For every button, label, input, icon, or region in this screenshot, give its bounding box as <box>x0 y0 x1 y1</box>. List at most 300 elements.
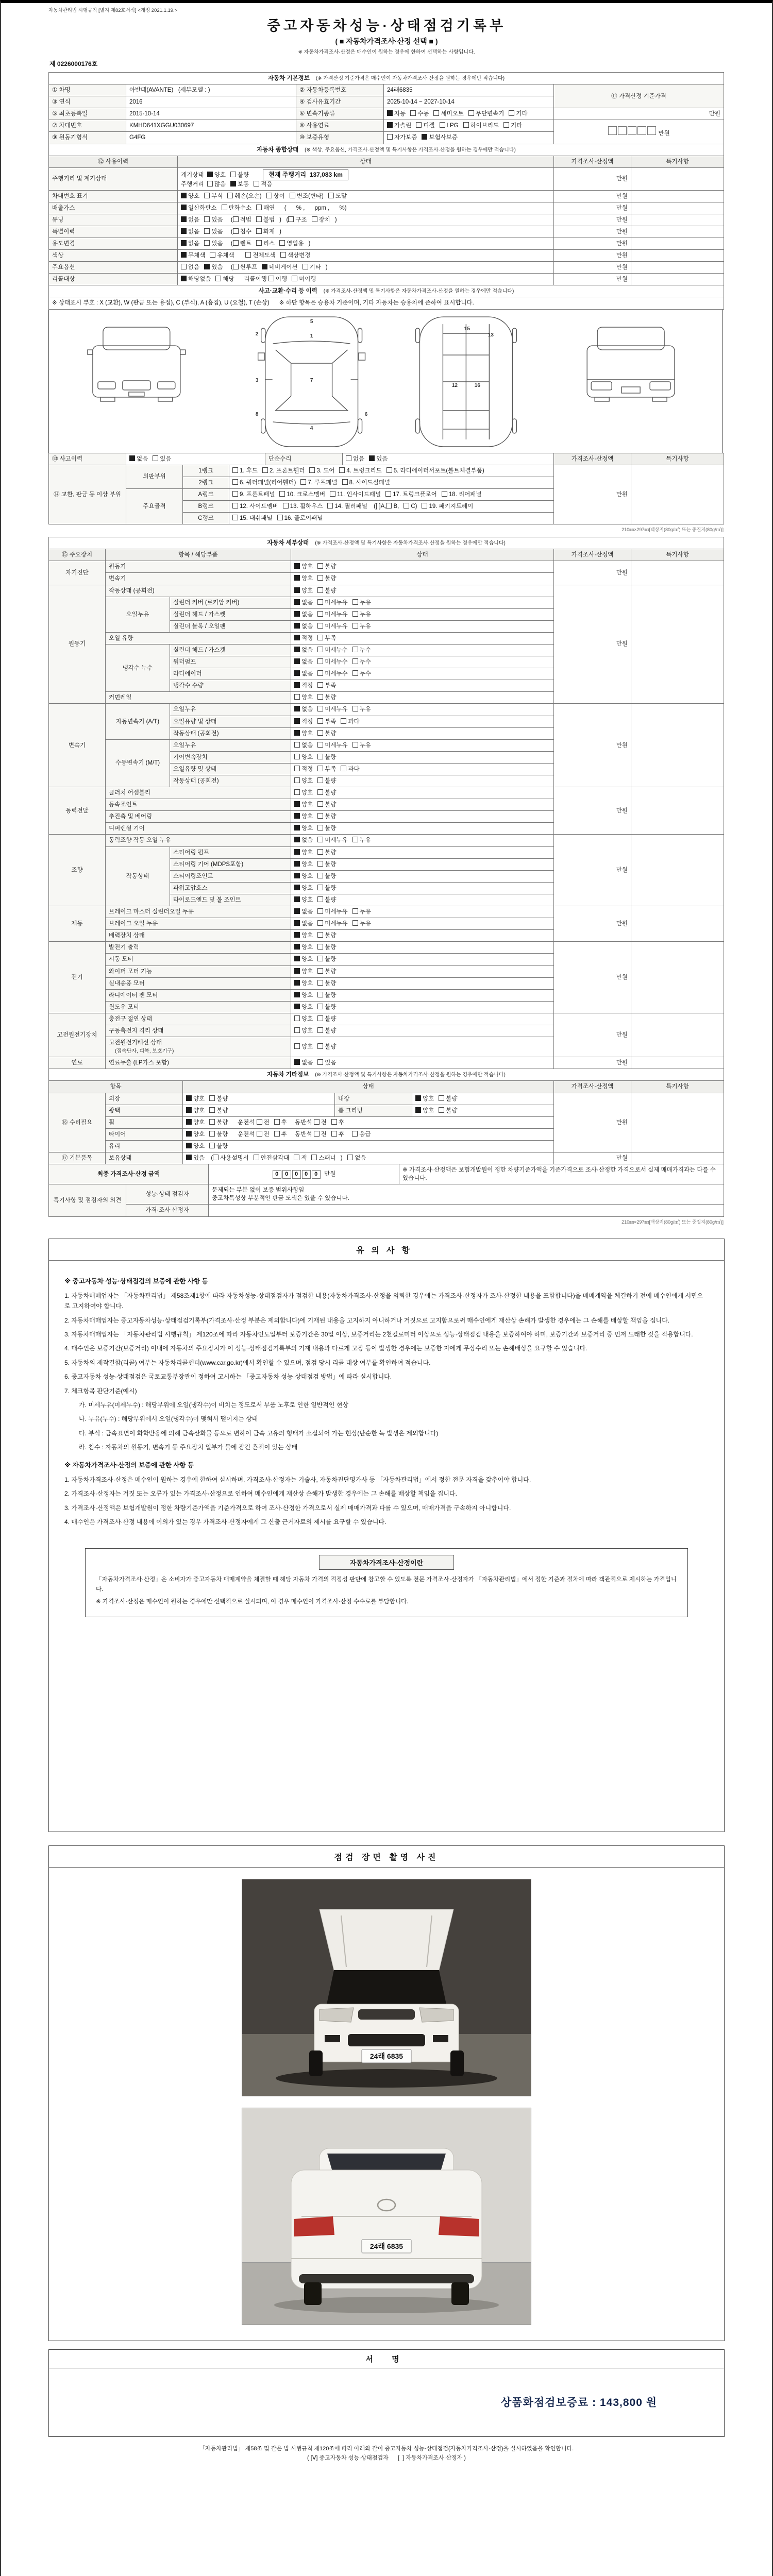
checkbox-unchecked[interactable]: 미세누수 <box>317 671 347 677</box>
form-cell <box>49 1013 106 1057</box>
unchecked-box-icon <box>317 611 323 617</box>
unchecked-box-icon <box>256 205 262 210</box>
checkbox-checked[interactable]: 양호 <box>294 802 313 808</box>
text: ⑤ 최초등록일 <box>52 111 88 117</box>
checkbox-unchecked[interactable]: 4. 트렁크리드 <box>339 468 381 474</box>
signature-title: 서 명 <box>49 2350 724 2368</box>
checkbox-unchecked[interactable]: 18. 리어패널 <box>442 492 482 498</box>
checkbox-unchecked[interactable]: 무단변속기 <box>468 111 505 117</box>
unchecked-box-icon <box>209 1119 215 1125</box>
checkbox-unchecked[interactable]: 미세누유 <box>317 921 347 927</box>
table-row <box>49 787 724 799</box>
checkbox-checked[interactable]: 양호 <box>181 193 199 199</box>
footer-line-2: ( [Ⅴ] 중고자동차 성능·상태점검자 [ ] 자동차가격조사·산정자 ) <box>307 2455 466 2462</box>
checkbox-unchecked[interactable]: 색상변경 <box>280 252 310 259</box>
checkbox-unchecked[interactable]: 10. 크로스멤버 <box>279 492 325 498</box>
checkbox-checked[interactable]: 보험사보증 <box>422 134 458 141</box>
checkbox-unchecked[interactable]: 양호 <box>294 1016 313 1022</box>
checkbox-checked[interactable]: 양호 <box>294 588 313 594</box>
checkbox-unchecked[interactable]: 전 <box>314 1120 327 1126</box>
checkbox-unchecked[interactable]: 14. 필러패널 <box>327 503 367 510</box>
checkbox-checked[interactable]: 양호 <box>207 172 226 178</box>
checkbox-unchecked[interactable]: 스패너 <box>311 1155 335 1161</box>
checkbox-unchecked[interactable]: 불량 <box>209 1131 228 1138</box>
text: 작동상태 <box>126 873 149 879</box>
checkbox-checked[interactable]: 양호 <box>186 1131 205 1138</box>
text: 주요골격 <box>143 503 166 510</box>
checkbox-unchecked[interactable]: 16. 플로어패널 <box>277 515 323 521</box>
checkbox-unchecked[interactable]: 불량 <box>317 850 336 856</box>
unchecked-box-icon <box>233 264 239 269</box>
checkbox-unchecked[interactable]: 도말 <box>328 193 347 199</box>
checkbox-unchecked[interactable]: 누수 <box>352 671 371 677</box>
form-cell <box>106 561 291 573</box>
checkbox-unchecked[interactable]: 없음 <box>294 742 313 749</box>
checkbox-checked[interactable]: 양호 <box>294 731 313 737</box>
checkbox-unchecked[interactable]: 구조 <box>288 217 307 223</box>
text: G4FG <box>129 134 146 141</box>
checkbox-checked[interactable]: 양호 <box>294 1004 313 1010</box>
checkbox-unchecked[interactable]: LPG <box>440 123 459 129</box>
form-cell <box>126 453 265 465</box>
checkbox-unchecked[interactable]: 있음 <box>204 217 223 223</box>
checkbox-unchecked[interactable]: 후 <box>274 1131 287 1138</box>
checkbox-unchecked[interactable]: 전체도색 <box>245 252 275 259</box>
checkbox-checked[interactable]: 없음 <box>294 921 313 927</box>
form-cell <box>106 585 291 597</box>
checkbox-unchecked[interactable]: 자가보증 <box>387 134 417 141</box>
diagram-number: 15 <box>464 326 470 332</box>
checkbox-unchecked[interactable]: 부족 <box>317 766 336 772</box>
checkbox-unchecked[interactable]: 누유 <box>352 742 371 749</box>
checkbox-unchecked[interactable]: 누유 <box>352 612 371 618</box>
checkbox-unchecked[interactable]: 불량 <box>209 1143 228 1149</box>
checkbox-unchecked[interactable]: 불량 <box>317 873 336 879</box>
checked-box-icon <box>186 1155 192 1160</box>
checkbox-unchecked[interactable]: 미세누유 <box>317 909 347 915</box>
diagram-underbody-view <box>415 317 516 447</box>
checkbox-unchecked[interactable]: 전 <box>314 1131 327 1138</box>
checkbox-unchecked[interactable]: 전 <box>257 1131 270 1138</box>
checkbox-unchecked[interactable]: 불량 <box>317 790 336 796</box>
checkbox-unchecked[interactable]: 디젤 <box>416 123 434 129</box>
checkbox-unchecked[interactable]: 탄화수소 <box>222 205 251 211</box>
checkbox-unchecked[interactable]: 불량 <box>317 1044 336 1050</box>
checkbox-checked[interactable]: 무채색 <box>181 252 205 259</box>
checkbox-unchecked[interactable]: 훼손(오손) <box>227 193 261 199</box>
checkbox-unchecked[interactable]: 매연 <box>256 205 275 211</box>
checkbox-unchecked[interactable]: 잭 <box>294 1155 307 1161</box>
unchecked-box-icon <box>294 1027 300 1033</box>
checkbox-unchecked[interactable]: 기타 <box>503 123 522 129</box>
checkbox-unchecked[interactable]: 불량 <box>317 802 336 808</box>
checkbox-unchecked[interactable]: 많음 <box>207 181 226 188</box>
checkbox-checked[interactable]: 있음 <box>204 264 223 270</box>
form-cell <box>343 453 554 465</box>
form-cell <box>631 465 724 524</box>
checkbox-checked[interactable]: 양호 <box>294 850 313 856</box>
form-cell <box>291 549 554 561</box>
signature-body <box>49 2368 724 2436</box>
form-cell <box>631 190 724 202</box>
checkbox-unchecked[interactable]: 기타 <box>303 264 321 270</box>
text: 가격·조사 산정자 <box>145 1207 189 1214</box>
table-row <box>49 226 724 238</box>
checkbox-unchecked[interactable]: 3. 도어 <box>309 468 334 474</box>
checkbox-checked[interactable]: 없음 <box>294 671 313 677</box>
form-cell <box>126 465 183 488</box>
checked-box-icon <box>294 1059 300 1065</box>
table-row <box>49 297 724 309</box>
checkbox-unchecked[interactable]: 미세누수 <box>317 647 347 653</box>
checkbox-unchecked[interactable]: 6. 쿼터패널(리어휀더) <box>232 480 296 486</box>
checkbox-unchecked[interactable]: 불량 <box>209 1120 228 1126</box>
checkbox-checked[interactable]: 양호 <box>415 1096 434 1102</box>
checkbox-unchecked[interactable]: 불량 <box>317 731 336 737</box>
checkbox-checked[interactable]: 가솔린 <box>387 123 411 129</box>
checkbox-checked[interactable]: 해당없음 <box>181 276 211 282</box>
form-cell <box>106 965 291 977</box>
text: 오일유량 및 상태 <box>173 766 217 772</box>
form-cell <box>170 704 291 716</box>
checkbox-checked[interactable]: 양호 <box>294 933 313 939</box>
checkbox-unchecked[interactable]: 있음 <box>153 456 171 462</box>
checkbox-checked[interactable]: 없음 <box>129 456 148 462</box>
checkbox-unchecked[interactable]: 13. 휠하우스 <box>283 503 323 510</box>
checked-box-icon <box>294 611 300 617</box>
checkbox-unchecked[interactable]: 불량 <box>317 778 336 784</box>
checkbox-checked[interactable]: 양호 <box>186 1120 205 1126</box>
checkbox-unchecked[interactable]: 불량 <box>209 1108 228 1114</box>
checkbox-checked[interactable]: 양호 <box>186 1143 205 1149</box>
table-row <box>49 1081 724 1093</box>
form-cell <box>412 1105 554 1116</box>
checked-box-icon <box>294 647 300 652</box>
unchecked-box-icon <box>210 252 215 258</box>
checkbox-checked[interactable]: 양호 <box>294 873 313 879</box>
digit-box <box>628 126 636 135</box>
form-cell <box>554 453 631 465</box>
checkbox-unchecked[interactable]: 불법 <box>256 217 275 223</box>
checked-box-icon <box>181 205 187 210</box>
checkbox-checked[interactable]: 보통 <box>230 181 249 188</box>
checkbox-unchecked[interactable]: 적정 <box>294 766 313 772</box>
checkbox-checked[interactable]: 일산화탄소 <box>181 205 217 211</box>
checkbox-checked[interactable]: 양호 <box>294 575 313 582</box>
checkbox-unchecked[interactable]: 양호 <box>294 694 313 701</box>
checkbox-checked[interactable]: 양호 <box>294 980 313 987</box>
checkbox-checked[interactable]: 없음 <box>181 217 199 223</box>
unchecked-box-icon <box>294 694 300 700</box>
checkbox-unchecked[interactable]: 누유 <box>352 600 371 606</box>
checkbox-unchecked[interactable]: 누수 <box>352 647 371 653</box>
checkbox-unchecked[interactable]: 전 <box>257 1120 270 1126</box>
checkbox-unchecked[interactable]: 누유 <box>352 706 371 713</box>
text: A랭크 <box>198 491 214 498</box>
text: 실린더 커버 (로커암 커버) <box>173 599 240 606</box>
checkbox-unchecked[interactable]: 적법 <box>233 217 251 223</box>
checkbox-unchecked[interactable]: 양호 <box>294 778 313 784</box>
table-row <box>49 1093 724 1105</box>
form-cell <box>106 977 291 989</box>
checkbox-unchecked[interactable]: 불량 <box>317 944 336 951</box>
form-cell <box>49 96 126 108</box>
form-cell <box>554 84 724 108</box>
unchecked-box-icon <box>317 766 323 771</box>
checkbox-unchecked[interactable]: 불량 <box>317 588 336 594</box>
checkbox-unchecked[interactable]: 누유 <box>352 837 371 843</box>
checkbox-checked[interactable]: 있음 <box>369 456 388 462</box>
checkbox-unchecked[interactable]: 안전삼각대 <box>254 1155 290 1161</box>
checked-box-icon <box>415 1107 421 1113</box>
form-cell <box>554 942 631 1013</box>
checkbox-unchecked[interactable]: 세미오토 <box>433 111 463 117</box>
form-cell <box>291 716 554 727</box>
form-cell <box>183 1153 554 1164</box>
checkbox-unchecked[interactable]: 불량 <box>317 956 336 962</box>
checkbox-checked[interactable]: 없음 <box>294 1060 313 1066</box>
checkbox-unchecked[interactable]: 5. 라디에이터서포트(볼트체결부품) <box>386 468 484 474</box>
checkbox-unchecked[interactable]: 장치 <box>312 217 330 223</box>
unchecked-box-icon <box>274 1131 280 1137</box>
checkbox-unchecked[interactable]: 미세누유 <box>317 706 347 713</box>
checkbox-unchecked[interactable]: 11. 인사이드패널 <box>330 492 381 498</box>
checked-box-icon <box>294 575 300 581</box>
checked-box-icon <box>207 172 213 177</box>
checkbox-unchecked[interactable]: 기타 <box>509 111 527 117</box>
checkbox-checked[interactable]: 없음 <box>294 909 313 915</box>
accident-history-header <box>48 285 724 309</box>
checkbox-unchecked[interactable]: 침수 <box>233 229 251 235</box>
checkbox-unchecked[interactable]: 불량 <box>317 564 336 570</box>
checkbox-checked[interactable]: 네비게이션 <box>262 264 298 270</box>
checkbox-unchecked[interactable]: 불량 <box>439 1096 457 1102</box>
checkbox-unchecked[interactable]: 사용설명서 <box>213 1155 249 1161</box>
unchecked-box-icon <box>509 110 514 116</box>
checkbox-unchecked[interactable]: 양호 <box>294 754 313 760</box>
checkbox-checked[interactable]: 양호 <box>294 814 313 820</box>
checked-box-icon <box>294 635 300 640</box>
checkbox-checked[interactable]: 없음 <box>294 647 313 653</box>
checkbox-unchecked[interactable]: 없음 <box>346 456 364 462</box>
checkbox-unchecked[interactable]: B, <box>386 503 399 510</box>
checkbox-unchecked[interactable]: 8. 사이드실패널 <box>342 480 390 486</box>
form-cell <box>631 549 724 561</box>
form-cell <box>170 608 291 620</box>
checkbox-unchecked[interactable]: 미세누유 <box>317 600 347 606</box>
checkbox-unchecked[interactable]: 불량 <box>317 992 336 998</box>
checkbox-checked[interactable]: 양호 <box>294 992 313 998</box>
text: ⑮ 주요장치 <box>61 552 93 558</box>
checkbox-unchecked[interactable]: 17. 트렁크플로어 <box>385 492 437 498</box>
checkbox-checked[interactable]: 없음 <box>181 229 199 235</box>
checkbox-unchecked[interactable]: 영업용 <box>279 241 304 247</box>
text: 내장 <box>338 1095 350 1102</box>
unchecked-box-icon <box>288 216 294 222</box>
checkbox-unchecked[interactable]: 불량 <box>317 861 336 868</box>
checkbox-unchecked[interactable]: 유채색 <box>210 252 234 259</box>
checkbox-unchecked[interactable]: 미이행 <box>292 276 316 282</box>
checkbox-unchecked[interactable]: 미세누유 <box>317 837 347 843</box>
unchecked-box-icon <box>314 1131 320 1137</box>
text: 워터펌프 <box>173 659 196 666</box>
checkbox-checked[interactable]: 양호 <box>294 969 313 975</box>
checkbox-unchecked[interactable]: 불량 <box>439 1108 457 1114</box>
checkbox-checked[interactable]: 양호 <box>294 897 313 903</box>
checkbox-unchecked[interactable]: 후 <box>274 1120 287 1126</box>
checkbox-unchecked[interactable]: 2. 프론트휀더 <box>262 468 305 474</box>
checkbox-unchecked[interactable]: 렌트 <box>233 241 251 247</box>
checkbox-unchecked[interactable]: 부족 <box>317 635 336 641</box>
text: 2016 <box>129 99 143 106</box>
checkbox-unchecked[interactable]: 불량 <box>317 825 336 832</box>
checkbox-unchecked[interactable]: 불량 <box>317 969 336 975</box>
unchecked-box-icon <box>303 264 308 269</box>
checkbox-checked[interactable]: 없음 <box>294 600 313 606</box>
checkbox-checked[interactable]: 없음 <box>181 241 199 247</box>
etc-mount <box>48 1069 725 1164</box>
unchecked-box-icon <box>232 491 238 497</box>
checkbox-unchecked[interactable]: 미세누유 <box>317 742 347 749</box>
unchecked-box-icon <box>232 515 238 520</box>
checkbox-unchecked[interactable]: 있음 <box>204 241 223 247</box>
checkbox-unchecked[interactable]: 누유 <box>352 623 371 630</box>
checkbox-checked[interactable]: 양호 <box>415 1108 434 1114</box>
checkbox-unchecked[interactable]: 적음 <box>254 181 272 188</box>
checkbox-checked[interactable]: 양호 <box>294 956 313 962</box>
checkbox-unchecked[interactable]: 하이브리드 <box>463 123 499 129</box>
checkbox-checked[interactable]: 없음 <box>294 706 313 713</box>
checkbox-unchecked[interactable]: 과다 <box>341 766 359 772</box>
checkbox-unchecked[interactable]: 양호 <box>294 1044 313 1050</box>
checkbox-unchecked[interactable]: 불량 <box>317 897 336 903</box>
checkbox-unchecked[interactable]: 불량 <box>317 980 336 987</box>
checkbox-unchecked[interactable]: 불량 <box>317 814 336 820</box>
checkbox-checked[interactable]: 없음 <box>294 612 313 618</box>
checkbox-unchecked[interactable]: 있음 <box>317 1060 336 1066</box>
text: 상태 <box>362 1083 374 1090</box>
text: B랭크 <box>198 503 214 510</box>
text: 원동기 <box>109 564 126 570</box>
checkbox-unchecked[interactable]: 불량 <box>317 754 336 760</box>
unchecked-box-icon <box>347 1155 353 1160</box>
license-plate-text: 24래 6835 <box>369 2052 404 2060</box>
unchecked-box-icon <box>317 575 323 581</box>
checkbox-unchecked[interactable]: 수동 <box>410 111 429 117</box>
checkbox-unchecked[interactable]: 양호 <box>294 1028 313 1034</box>
checkbox-checked[interactable]: 적정 <box>294 683 313 689</box>
checkbox-checked[interactable]: 없음 <box>294 837 313 843</box>
form-cell <box>170 680 291 692</box>
checkbox-unchecked[interactable]: 불량 <box>317 1004 336 1010</box>
form-cell <box>291 656 554 668</box>
unchecked-box-icon <box>314 1119 320 1125</box>
checkbox-unchecked[interactable]: 불량 <box>317 1016 336 1022</box>
checkbox-unchecked[interactable]: 썬루프 <box>233 264 257 270</box>
checkbox-checked[interactable]: 자동 <box>387 111 406 117</box>
checkbox-unchecked[interactable]: 불량 <box>209 1096 228 1102</box>
unchecked-box-icon <box>256 216 262 222</box>
checkbox-unchecked[interactable]: 불량 <box>317 933 336 939</box>
checkbox-unchecked[interactable]: 불량 <box>230 172 249 178</box>
checkbox-unchecked[interactable]: 후 <box>331 1120 344 1126</box>
checkbox-unchecked[interactable]: 이행 <box>268 276 287 282</box>
checkbox-unchecked[interactable]: 19. 패키지트레이 <box>422 503 473 510</box>
checkbox-checked[interactable]: 양호 <box>294 885 313 891</box>
checkbox-checked[interactable]: 양호 <box>294 564 313 570</box>
checkbox-checked[interactable]: 있음 <box>186 1155 205 1161</box>
checkbox-checked[interactable]: 적정 <box>294 635 313 641</box>
checkbox-unchecked[interactable]: 해당 <box>215 276 234 282</box>
checkbox-unchecked[interactable]: 9. 프론트패널 <box>232 492 275 498</box>
form-cell <box>183 1128 554 1140</box>
text: 보유상태 <box>109 1155 132 1162</box>
checkbox-unchecked[interactable]: 리스 <box>256 241 275 247</box>
checked-box-icon <box>387 110 393 116</box>
form-cell <box>126 132 296 144</box>
checkbox-checked[interactable]: 없음 <box>294 623 313 630</box>
checkbox-unchecked[interactable]: 화재 <box>256 229 275 235</box>
checkbox-checked[interactable]: 양호 <box>294 825 313 832</box>
checkbox-unchecked[interactable]: 후 <box>331 1131 344 1138</box>
checkbox-unchecked[interactable]: 양호 <box>294 790 313 796</box>
checkbox-checked[interactable]: 양호 <box>294 944 313 951</box>
checkbox-unchecked[interactable]: 미세누수 <box>317 659 347 665</box>
table-row <box>49 156 724 167</box>
checkbox-unchecked[interactable]: 과다 <box>341 719 359 725</box>
checkbox-unchecked[interactable]: 누유 <box>352 921 371 927</box>
notice-paragraph: 2. 자동차매매업자는 중고자동차성능·상태점검기록부(가격조사·산정 부분은 제외합니다)에 기재된 내용을 고지하지 아니하거나 거짓으로 고지함으로써 매수인에게 재산상 손해가 발생한 경우에는 그 손해를 배상할 책임을 집니다. <box>64 1316 670 1324</box>
checkbox-unchecked[interactable]: 부족 <box>317 683 336 689</box>
checkbox-unchecked[interactable]: 변조(변타) <box>290 193 324 199</box>
checkbox-unchecked[interactable]: 15. 대쉬패널 <box>232 515 273 521</box>
checkbox-checked[interactable]: 양호 <box>186 1108 205 1114</box>
checkbox-unchecked[interactable]: 7. 루프패널 <box>300 480 337 486</box>
checkbox-unchecked[interactable]: 응급 <box>352 1131 371 1138</box>
checkbox-checked[interactable]: 적정 <box>294 719 313 725</box>
checked-box-icon <box>181 228 187 234</box>
text: 만원 <box>616 241 628 247</box>
form-cell <box>106 1116 183 1128</box>
checkbox-unchecked[interactable]: 1. 후드 <box>232 468 258 474</box>
checkbox-unchecked[interactable]: 미세누유 <box>317 612 347 618</box>
form-cell <box>291 644 554 656</box>
checkbox-unchecked[interactable]: 상이 <box>266 193 285 199</box>
document-number: 제 0226000176호 <box>49 60 98 67</box>
form-cell <box>296 96 384 108</box>
checkbox-checked[interactable]: 없음 <box>294 659 313 665</box>
checkbox-unchecked[interactable]: 없음 <box>181 264 199 270</box>
checkbox-unchecked[interactable]: 미세누유 <box>317 623 347 630</box>
checkbox-unchecked[interactable]: 있음 <box>204 229 223 235</box>
table-row <box>49 190 724 202</box>
checkbox-unchecked[interactable]: 불량 <box>317 885 336 891</box>
checkbox-unchecked[interactable]: 없음 <box>347 1155 366 1161</box>
checkbox-unchecked[interactable]: C) <box>404 503 417 510</box>
checkbox-checked[interactable]: 양호 <box>294 861 313 868</box>
checkbox-unchecked[interactable]: 불량 <box>317 694 336 701</box>
checkbox-unchecked[interactable]: 누유 <box>352 909 371 915</box>
checkbox-unchecked[interactable]: 부식 <box>204 193 223 199</box>
form-cell <box>554 835 631 906</box>
checkbox-unchecked[interactable]: 불량 <box>317 1028 336 1034</box>
checkbox-unchecked[interactable]: 12. 사이드멤버 <box>232 503 278 510</box>
checkbox-unchecked[interactable]: 불량 <box>317 575 336 582</box>
checkbox-unchecked[interactable]: 누수 <box>352 659 371 665</box>
checkbox-checked[interactable]: 양호 <box>186 1096 205 1102</box>
notice-paragraph: 5. 자동차의 제작결함(리콜) 여부는 자동차리콜센터(www.car.go.kr)에서 확인할 수 있으며, 점검 당시 리콜 대상 여부를 확인하여 적습니다. <box>64 1359 431 1366</box>
checkbox-unchecked[interactable]: 부족 <box>317 719 336 725</box>
